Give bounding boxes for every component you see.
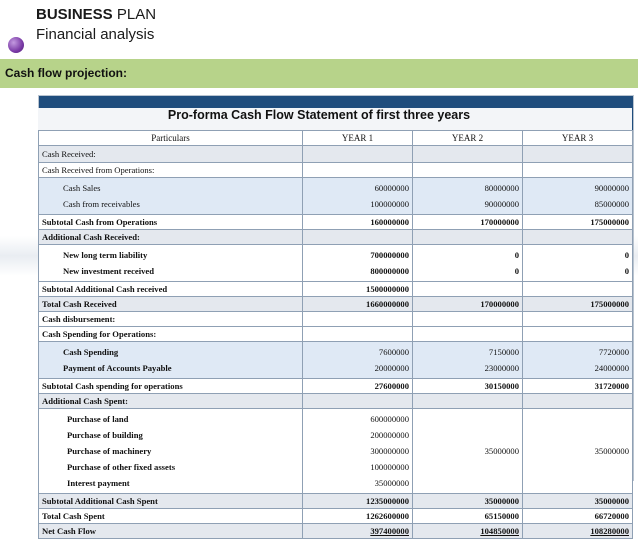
cell-value: 108280000 <box>523 524 633 539</box>
row-label: Total Cash Spent <box>39 509 303 524</box>
row-label: Cash Spending for Operations: <box>39 327 303 342</box>
cell-value: 160000000 <box>303 215 413 230</box>
table-row <box>39 379 633 394</box>
cell-value: 66720000 <box>523 509 633 524</box>
cell-value: 7600000 20000000 <box>303 342 413 379</box>
cell-value: 397400000 <box>303 524 413 539</box>
row-label: Subtotal Additional Cash Spent <box>39 494 303 509</box>
cell-value: 90000000 85000000 <box>523 178 633 215</box>
row-label: Additional Cash Received: <box>39 230 303 245</box>
table-row <box>39 230 633 245</box>
cell-value: 7720000 24000000 <box>523 342 633 379</box>
table-row <box>39 524 633 539</box>
col-year2: YEAR 2 <box>413 131 523 146</box>
table-row <box>39 215 633 230</box>
table-row <box>39 297 633 312</box>
cell-value: 35000000 <box>523 494 633 509</box>
cell-value <box>413 282 523 297</box>
table-row <box>39 327 633 342</box>
col-year1: YEAR 1 <box>303 131 413 146</box>
row-label: Total Cash Received <box>39 297 303 312</box>
cell-value: 35000000 <box>413 494 523 509</box>
cell-value: 175000000 <box>523 297 633 312</box>
cell-value: 0 0 <box>523 245 633 282</box>
row-label: Cash Received from Operations: <box>39 163 303 178</box>
table-row <box>39 245 633 282</box>
cell-value: 31720000 <box>523 379 633 394</box>
cell-value: 30150000 <box>413 379 523 394</box>
row-label: Additional Cash Spent: <box>39 394 303 409</box>
row-label: Cash Spending Payment of Accounts Payable <box>39 342 303 379</box>
cell-value: 1262600000 <box>303 509 413 524</box>
cell-value: 60000000 100000000 <box>303 178 413 215</box>
cell-value: 7150000 23000000 <box>413 342 523 379</box>
table-row <box>39 494 633 509</box>
bullet-orb-icon <box>8 37 24 53</box>
row-label: Cash Received: <box>39 146 303 163</box>
row-label: Cash disbursement: <box>39 312 303 327</box>
section-banner-label: Cash flow projection: <box>5 66 128 80</box>
row-label: Subtotal Cash spending for operations <box>39 379 303 394</box>
table-header-row <box>39 131 633 146</box>
cell-value: 35000000 <box>413 409 523 494</box>
cell-value: 65150000 <box>413 509 523 524</box>
row-label: Purchase of land Purchase of building Purchase of machinery Purchase of other fixed assets Interest payment <box>39 409 303 494</box>
table-row <box>39 409 633 494</box>
cell-value: 170000000 <box>413 215 523 230</box>
cell-value: 27600000 <box>303 379 413 394</box>
row-label: Subtotal Cash from Operations <box>39 215 303 230</box>
table-row <box>39 394 633 409</box>
table-row <box>39 146 633 163</box>
table-row <box>39 163 633 178</box>
col-particulars: Particulars <box>39 131 303 146</box>
slide-subtitle: Financial analysis <box>36 26 155 43</box>
row-label: New long term liability New investment received <box>39 245 303 282</box>
cell-value: 1235000000 <box>303 494 413 509</box>
row-label: Net Cash Flow <box>39 524 303 539</box>
cell-value: 80000000 90000000 <box>413 178 523 215</box>
slide-title: BUSINESS PLAN <box>36 6 157 23</box>
cell-value: 170000000 <box>413 297 523 312</box>
cell-value: 35000000 <box>523 409 633 494</box>
table-row <box>39 509 633 524</box>
table-row <box>39 282 633 297</box>
cell-value: 175000000 <box>523 215 633 230</box>
cell-value: 104850000 <box>413 524 523 539</box>
row-label: Subtotal Additional Cash received <box>39 282 303 297</box>
cell-value: 1500000000 <box>303 282 413 297</box>
cell-value: 600000000 200000000 300000000 100000000 35000000 <box>303 409 413 494</box>
table-caption: Pro-forma Cash Flow Statement of first three years <box>167 108 471 122</box>
cell-value: 700000000 800000000 <box>303 245 413 282</box>
col-year3: YEAR 3 <box>523 131 633 146</box>
cell-value <box>523 282 633 297</box>
table-row <box>39 342 633 379</box>
section-banner <box>0 59 638 88</box>
cell-value: 0 0 <box>413 245 523 282</box>
table-row <box>39 312 633 327</box>
row-label: Cash Sales Cash from receivables <box>39 178 303 215</box>
cell-value: 1660000000 <box>303 297 413 312</box>
table-row <box>39 178 633 215</box>
cash-flow-table <box>38 130 633 539</box>
